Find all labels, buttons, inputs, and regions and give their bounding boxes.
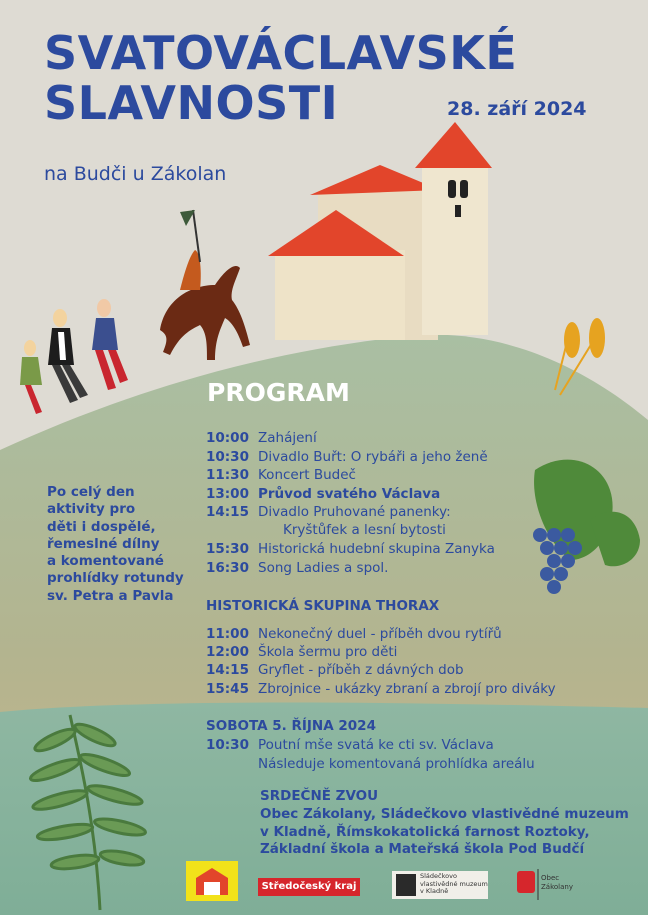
program-text: Průvod svatého Václava [258,486,441,502]
stredocesky-kraj-logo: Středočeský kraj [258,878,360,896]
program-item [206,467,356,483]
museum-logo-line: Sládečkovo [420,872,457,880]
title-line-2: SLAVNOSTI [44,76,339,130]
program-item [206,449,488,465]
saturday-text-line-2: Následuje komentovaná prohlídka areálu [258,756,535,772]
program-item [206,486,440,502]
activities-line: a komentované [47,553,164,570]
saturday-time: 10:30 [206,737,249,753]
program-time: 10:30 [206,449,249,465]
obec-logo-text [541,874,573,892]
thorax-text: Zbrojnice - ukázky zbraní a zbrojí pro diváky [258,681,556,697]
program-text: Divadlo Buřt: O rybáři a jeho ženě [258,449,488,465]
program-text: Historická hudební skupina Zanyka [258,541,495,557]
program-item [206,541,495,557]
activities-line: sv. Petra a Pavla [47,587,174,604]
thorax-time: 11:00 [206,626,249,642]
thorax-time: 14:15 [206,662,249,678]
program-item [206,560,388,576]
thorax-item [206,626,502,642]
saturday-heading: SOBOTA 5. ŘÍJNA 2024 [206,718,376,734]
program-item [206,504,451,520]
program-time: 16:30 [206,560,249,576]
museum-logo-line: vlastivědné muzeum [420,879,488,888]
museum-logo-text [420,873,488,896]
saturday-text: Poutní mše svatá ke cti sv. Václava [258,737,494,753]
title-line-1: SVATOVÁCLAVSKÉ [44,26,518,80]
all-day-activities [47,484,217,605]
activities-line: aktivity pro [47,501,136,518]
organizer-line: Základní škola a Mateřská škola Pod Budčí [260,841,585,857]
program-text: Zahájení [258,430,317,446]
thorax-item [206,644,397,660]
organizers [260,806,629,859]
thorax-item [206,681,556,697]
program-heading: PROGRAM [207,378,350,407]
thorax-text: Gryflet - příběh z dávných dob [258,662,464,678]
program-time: 10:00 [206,430,249,446]
organizer-line: Obec Zákolany, Sládečkovo vlastivědné muzeum [260,806,629,822]
thorax-item [206,662,464,678]
activities-line: děti i dospělé, [47,518,156,535]
program-time: 14:15 [206,504,249,520]
thorax-time: 12:00 [206,644,249,660]
program-time: 11:30 [206,467,249,483]
activities-line: prohlídky rotundy [47,570,184,587]
program-text: Koncert Budeč [258,467,356,483]
program-time: 15:30 [206,541,249,557]
thorax-heading: HISTORICKÁ SKUPINA THORAX [206,598,440,614]
program-text: Song Ladies a spol. [258,560,389,576]
program-item-continuation: Kryštůfek a lesní bytosti [283,522,446,538]
activities-line: řemeslné dílny [47,535,160,552]
program-text: Divadlo Pruhované panenky: [258,504,451,520]
obec-logo-line: Obec [541,874,560,882]
program-item [206,430,317,446]
obec-logo-line: Zákolany [541,883,573,891]
thorax-text: Nekonečný duel - příběh dvou rytířů [258,626,502,642]
obec-logo-shield [517,871,535,893]
thorax-time: 15:45 [206,681,249,697]
event-date: 28. září 2024 [447,98,587,120]
saturday-item [206,737,494,753]
thorax-text: Škola šermu pro děti [258,644,398,660]
invitation-heading: SRDEČNĚ ZVOU [260,788,379,804]
program-time: 13:00 [206,486,249,502]
event-location: na Budči u Zákolan [44,163,227,185]
activities-line: Po celý den [47,484,135,500]
museum-logo-line: v Kladně [420,887,449,895]
organizer-line: v Kladně, Římskokatolická farnost Roztoky, [260,823,590,840]
